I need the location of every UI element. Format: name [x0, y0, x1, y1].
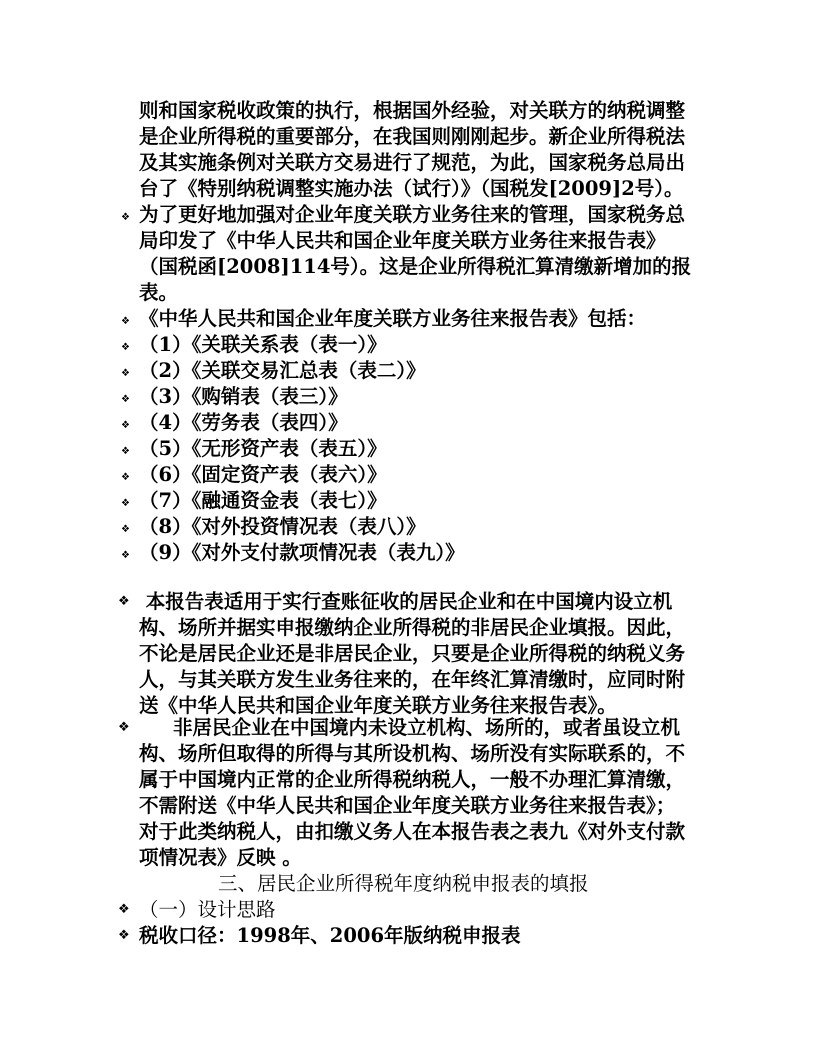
para3-line: 送《中华人民共和国企业年度关联方业务往来报告表》。	[139, 694, 617, 717]
diamond-bullet-icon: ❖	[121, 316, 130, 327]
diamond-bullet-icon: ❖	[121, 446, 130, 457]
diamond-bullet-icon: ❖	[118, 902, 130, 917]
para2-line: 局印发了《中华人民共和国企业年度关联方业务往来报告表》	[139, 229, 666, 252]
diamond-bullet-icon: ❖	[121, 212, 130, 223]
paragraph-3	[118, 589, 686, 719]
para1-line: 台了《特别纳税调整实施办法（试行）》（国税发[2009]2号）。	[139, 177, 684, 200]
diamond-bullet-icon: ❖	[121, 524, 130, 535]
subsection-design-idea: （一）设计思路	[139, 898, 276, 921]
diamond-bullet-icon: ❖	[118, 928, 130, 943]
report-table-list	[121, 306, 647, 566]
paragraph-1	[139, 98, 685, 202]
list-item: （3）《购销表（表三）》	[139, 385, 348, 408]
diamond-bullet-icon: ❖	[121, 420, 130, 431]
section-heading	[218, 871, 589, 897]
diamond-bullet-icon: ❖	[121, 342, 130, 353]
para3-line: 本报告表适用于实行查账征收的居民企业和在中国境内设立机	[139, 590, 673, 613]
para1-line: 则和国家税收政策的执行，根据国外经验，对关联方的纳税调整	[139, 99, 686, 122]
para4-line: 不需附送《中华人民共和国企业年度关联方业务往来报告表》；	[139, 794, 676, 817]
list-intro: 《中华人民共和国企业年度关联方业务往来报告表》包括：	[139, 307, 647, 330]
paragraph-4	[118, 715, 686, 871]
diamond-bullet-icon: ❖	[121, 550, 130, 561]
para4-line: 非居民企业在中国境内未设立机构、场所的，或者虽设立机	[139, 716, 680, 739]
para1-line: 及其实施条例对关联方交易进行了规范，为此，国家税务总局出	[139, 151, 686, 174]
para2-line: （国税函[2008]114号）。这是企业所得税汇算清缴新增加的报	[139, 255, 692, 278]
list-item: （1）《关联关系表（表一）》	[139, 333, 387, 356]
list-item: （2）《关联交易汇总表（表二）》	[139, 359, 426, 382]
para4-line: 项情况表》反映 。	[139, 846, 302, 869]
section-heading-text: 三、居民企业所得税年度纳税申报表的填报	[218, 872, 589, 895]
diamond-bullet-icon: ❖	[121, 368, 130, 379]
diamond-bullet-icon: ❖	[121, 472, 130, 483]
diamond-bullet-icon: ❖	[121, 394, 130, 405]
paragraph-2	[121, 202, 692, 306]
para4-line: 属于中国境内正常的企业所得税纳税人，一般不办理汇算清缴，	[139, 768, 686, 791]
list-item: （6）《固定资产表（表六）》	[139, 463, 387, 486]
para3-line: 构、场所并据实申报缴纳企业所得税的非居民企业填报。因此，	[139, 616, 686, 639]
para4-line: 构、场所但取得的所得与其所设机构、场所没有实际联系的，不	[139, 742, 686, 765]
subsection-tax-scope: 税收口径：1998年、2006年版纳税申报表	[139, 924, 521, 947]
diamond-bullet-icon: ❖	[118, 720, 130, 735]
list-item: （5）《无形资产表（表五）》	[139, 437, 387, 460]
para2-line: 为了更好地加强对企业年度关联方业务往来的管理，国家税务总	[139, 203, 686, 226]
para3-line: 不论是居民企业还是非居民企业，只要是企业所得税的纳税义务	[139, 642, 686, 665]
diamond-bullet-icon: ❖	[121, 498, 130, 509]
para1-line: 是企业所得税的重要部分，在我国则刚刚起步。新企业所得税法	[139, 125, 686, 148]
subsection-list	[118, 897, 521, 949]
para2-line: 表。	[139, 281, 179, 304]
diamond-bullet-icon: ❖	[118, 594, 130, 609]
para4-line: 对于此类纳税人，由扣缴义务人在本报告表之表九《对外支付款	[139, 820, 686, 843]
para3-line: 人，与其关联方发生业务往来的，在年终汇算清缴时，应同时附	[139, 668, 686, 691]
list-item: （8）《对外投资情况表（表八）》	[139, 515, 426, 538]
list-item: （9）《对外支付款项情况表（表九）》	[139, 541, 465, 564]
list-item: （4）《劳务表（表四）》	[139, 411, 348, 434]
list-item: （7）《融通资金表（表七）》	[139, 489, 387, 512]
